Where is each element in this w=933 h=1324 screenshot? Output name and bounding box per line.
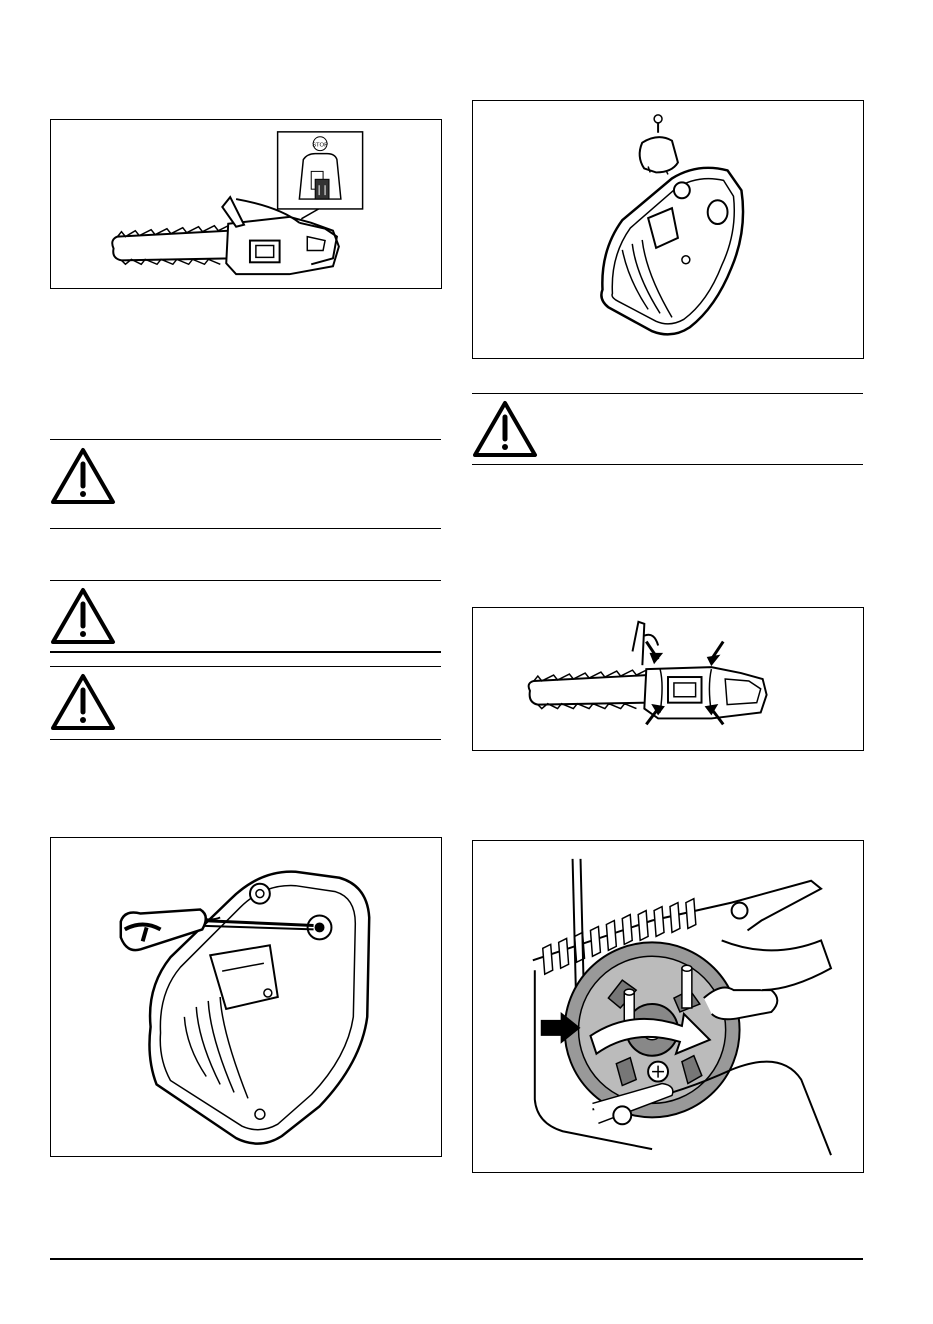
chainsaw-cylinder-cover-arrows-illustration [473,608,863,750]
warning-4-top-rule [472,393,863,394]
warning-3-top-rule [50,666,441,667]
warning-triangle-icon [50,586,116,646]
figure-muffler-cover-removed [472,100,864,359]
warning-2-bottom-rule [50,651,441,653]
figure-flywheel [472,840,864,1173]
warning-1-bottom-rule [50,528,441,529]
warning-3-bottom-rule [50,739,441,740]
warning-triangle-icon [472,399,538,459]
figure-muffler-screwdriver [50,837,442,1157]
figure-stop-switch [50,119,442,289]
screwdriver-muffler-illustration [51,838,441,1156]
flywheel-rotation-illustration [473,841,863,1172]
muffler-cover-screw-illustration [473,101,863,358]
warning-2-top-rule [50,580,441,581]
page-footer-rule [50,1258,863,1260]
stop-label: STOP [312,142,329,149]
figure-chainsaw-arrows [472,607,864,751]
chainsaw-stop-switch-illustration [51,120,441,288]
warning-1-top-rule [50,439,441,440]
warning-triangle-icon [50,672,116,732]
warning-triangle-icon [50,446,116,506]
warning-4-bottom-rule [472,464,863,465]
